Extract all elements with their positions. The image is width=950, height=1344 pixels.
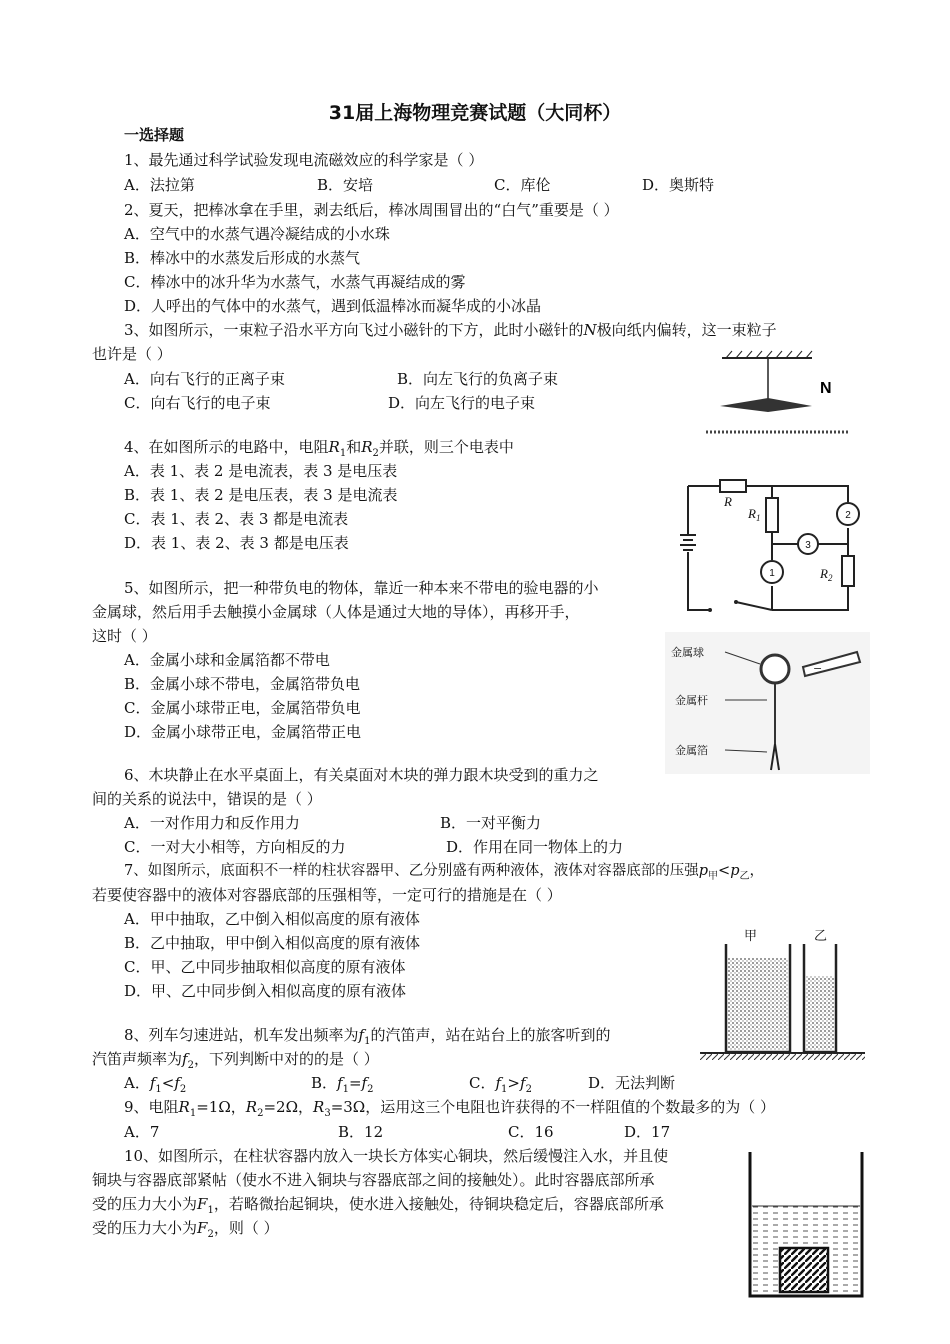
q7-containers-figure: [700, 922, 865, 1062]
q1-option-d: D．奥斯特: [642, 176, 715, 194]
q4-label-r: R: [724, 494, 732, 509]
q2-option-d: D．人呼出的气体中的水蒸气，遇到低温棒冰而凝华成的小冰晶: [124, 297, 542, 315]
q6-option-a: A．一对作用力和反作用力: [124, 814, 300, 832]
q8-option-d: D．无法判断: [588, 1074, 676, 1092]
q9-option-b: B．12: [338, 1123, 384, 1141]
q6-stem: 6、木块静止在水平桌面上，有关桌面对木块的弹力跟木块受到的重力之: [124, 766, 599, 784]
q1-option-c: C．库伦: [494, 176, 551, 194]
q4-option-c: C．表 1、表 2、表 3 都是电流表: [124, 510, 349, 528]
q4-option-b: B．表 1、表 2 是电压表，表 3 是电流表: [124, 486, 398, 504]
q4-label-r1: $R_1$: [748, 506, 761, 523]
q7-option-c: C．甲、乙中同步抽取相似高度的原有液体: [124, 958, 406, 976]
q10-stem-cont-1: 铜块与容器底部紧帖（使水不进入铜块与容器底部之间的接触处）。此时容器底部所承: [92, 1171, 655, 1189]
q8-stem-cont: 汽笛声频率为$f_2$，下列判断中对的的是（ ）: [92, 1050, 379, 1071]
q5-option-d: D．金属小球带正电，金属箔带正电: [124, 723, 362, 741]
page-title: 31届上海物理竞赛试题（大同杯）: [328, 102, 622, 124]
q5-stem-cont-2: 这时（ ）: [92, 627, 157, 645]
q6-option-b: B．一对平衡力: [440, 814, 542, 832]
q5-option-c: C．金属小球带正电，金属箔带负电: [124, 699, 361, 717]
q3-option-a: A．向右飞行的正离子束: [124, 370, 285, 388]
q9-option-d: D．17: [624, 1123, 671, 1141]
meter-2-label: 2: [845, 510, 851, 521]
q4-stem: 4、在如图所示的电路中，电阻$R_1$和$R_2$并联，则三个电表中: [124, 438, 514, 459]
q4-option-d: D．表 1、表 2、表 3 都是电压表: [124, 534, 349, 552]
q3-option-c: C．向右飞行的电子束: [124, 394, 271, 412]
q8-option-c: C．$f_1>f_2$: [469, 1074, 532, 1095]
q8-option-a: A．$f_1<f_2$: [124, 1074, 187, 1095]
q3-needle-label: N: [820, 380, 832, 397]
q3-stem-cont: 也许是（ ）: [92, 345, 172, 363]
q7-option-a: A．甲中抽取，乙中倒入相似高度的原有液体: [124, 910, 420, 928]
meter-1-label: 1: [769, 568, 775, 579]
q5-stem-cont-1: 金属球，然后用手去触摸小金属球（人体是通过大地的导体），再移开手，: [92, 603, 580, 621]
q1-option-a: A．法拉第: [124, 176, 195, 194]
metal-ball-label: 金属球: [671, 646, 704, 659]
q5-option-b: B．金属小球不带电，金属箔带负电: [124, 675, 361, 693]
q9-option-c: C．16: [508, 1123, 554, 1141]
q7-option-b: B．乙中抽取，甲中倒入相似高度的原有液体: [124, 934, 421, 952]
svg-text:−: −: [813, 662, 823, 675]
q4-circuit-figure: [680, 472, 870, 622]
container-jia-label: 甲: [744, 929, 758, 944]
q10-stem: 10、如图所示，在柱状容器内放入一块长方体实心铜块，然后缓慢注入水，并且使: [124, 1147, 669, 1165]
q3-option-d: D．向左飞行的电子束: [388, 394, 536, 412]
q7-stem: 7、如图所示，底面积不一样的柱状容器甲、乙分别盛有两种液体，液体对容器底部的压强$p_甲<p_乙$，: [124, 863, 764, 882]
metal-rod-label: 金属杆: [675, 694, 708, 707]
metal-foil-label: 金属箔: [675, 744, 708, 757]
q10-stem-cont-3: 受的压力大小为$F_2$，则（ ）: [92, 1219, 279, 1240]
q10-stem-cont-2: 受的压力大小为$F_1$，若略微抬起铜块，使水进入接触处，待铜块稳定后，容器底部所承: [92, 1195, 664, 1216]
q6-stem-cont: 间的关系的说法中，错误的是（ ）: [92, 790, 322, 808]
section-heading: 一选择题: [124, 126, 185, 144]
q6-option-d: D．作用在同一物体上的力: [446, 838, 624, 856]
q3-compass-figure: [702, 348, 852, 440]
q2-option-c: C．棒冰中的冰升华为水蒸气，水蒸气再凝结成的雾: [124, 273, 466, 291]
q4-option-a: A．表 1、表 2 是电流表，表 3 是电压表: [124, 462, 398, 480]
q6-option-c: C．一对大小相等，方向相反的力: [124, 838, 346, 856]
q2-option-b: B．棒冰中的水蒸发后形成的水蒸气: [124, 249, 361, 267]
q5-electroscope-figure: [665, 632, 870, 774]
q1-stem: 1、最先通过科学试验发现电流磁效应的科学家是（ ）: [124, 151, 484, 169]
q8-stem: 8、列车匀速进站，机车发出频率为$f_1$的汽笛声，站在站台上的旅客听到的: [124, 1026, 611, 1047]
q5-option-a: A．金属小球和金属箔都不带电: [124, 651, 330, 669]
q10-container-figure: [742, 1150, 870, 1300]
q2-option-a: A．空气中的水蒸气遇冷凝结成的小水珠: [124, 225, 390, 243]
q8-option-b: B．$f_1=f_2$: [311, 1074, 374, 1095]
q4-label-r2: $R_2$: [820, 566, 833, 583]
q7-stem-cont: 若要使容器中的液体对容器底部的压强相等，一定可行的措施是在（ ）: [92, 886, 562, 904]
q2-stem: 2、夏天，把棒冰拿在手里，剥去纸后，棒冰周围冒出的“白气”重要是（ ）: [124, 201, 619, 219]
q7-option-d: D．甲、乙中同步倒入相似高度的原有液体: [124, 982, 407, 1000]
q9-stem: 9、电阻$R_1=1\Omega$，$R_2=2\Omega$，$R_3=3\Omega$，运用这三个电阻也许获得的不一样阻值的个数最多的为（ ）: [124, 1098, 776, 1119]
q1-option-b: B．安培: [317, 176, 374, 194]
q9-option-a: A．7: [124, 1123, 160, 1141]
q3-option-b: B．向左飞行的负离子束: [397, 370, 559, 388]
q5-stem: 5、如图所示，把一种带负电的物体，靠近一种本来不带电的验电器的小: [124, 579, 599, 597]
container-yi-label: 乙: [814, 929, 828, 944]
q3-stem: 3、如图所示，一束粒子沿水平方向飞过小磁针的下方，此时小磁针的N极向纸内偏转，这一束粒子: [124, 321, 777, 339]
meter-3-label: 3: [805, 540, 811, 551]
